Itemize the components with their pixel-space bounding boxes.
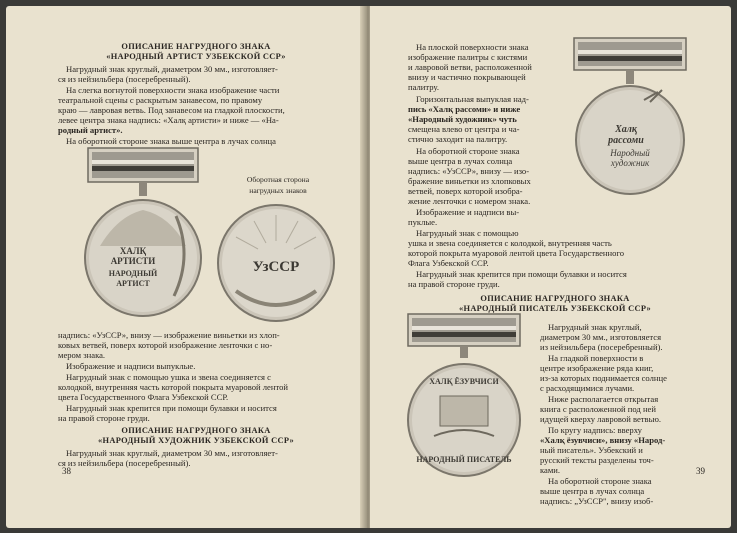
right-para2-line2: пись «Халқ рассоми» и ниже [408, 104, 521, 114]
right-para7-line1: Нагрудный знак круглый, [548, 322, 642, 332]
right-para8-line4: с расходящимися лучами. [540, 383, 635, 393]
right-para9-line3: идущей кверху лавровой ветвью. [540, 414, 662, 424]
left-para6-line1: Нагрудный знак с помощью ушка и звена соединяется с [66, 372, 271, 382]
heading-writer-2: «НАРОДНЫЙ ПИСАТЕЛЬ УЗБЕКСКОЙ ССР» [459, 304, 651, 313]
medal-painter-text-1: Халқ [615, 124, 637, 135]
right-para10-line2: «Халқ ёзувчиси», внизу «Народ- [540, 435, 666, 445]
right-para2-line4: смещена влево от центра и ча- [408, 124, 520, 134]
right-para4-line2: пуклые. [408, 217, 438, 227]
right-para7-line2: диаметром 30 мм., изготовляется [540, 332, 662, 342]
right-para3-line3: надпись: «УзССР», внизу — изо- [408, 166, 530, 176]
left-para2-line5: родный артист». [58, 125, 123, 135]
medal-writer-text-top: ХАЛҚ ЁЗУВЧИСИ [429, 377, 499, 386]
right-para1-line3: и лавровой ветви, расположенной [408, 62, 532, 72]
heading-painter-1: ОПИСАНИЕ НАГРУДНОГО ЗНАКА [121, 426, 271, 435]
right-para5-line1: Нагрудный знак с помощью [416, 228, 519, 238]
right-para2-line3: «Народный художник» чуть [408, 114, 517, 124]
right-para2-line1: Горизонтальная выпуклая над- [416, 94, 529, 104]
right-para10-line3: ный писатель». Узбекский и [540, 445, 643, 455]
medal-reverse-uzssr-icon [214, 201, 338, 325]
right-para1-line1: На плоской поверхности знака [416, 42, 529, 52]
right-para1-line5: палитру. [408, 82, 440, 92]
right-para1-line4: внизу и частично покрывающей [408, 72, 526, 82]
medal-people-writer-icon [400, 312, 528, 480]
right-para11-line1: На оборотной стороне знака [548, 476, 652, 486]
left-page [6, 6, 366, 528]
medal-front-text-1: ХАЛҚ [119, 246, 147, 256]
right-para5-line2: ушка и звена соединяется с колодкой, внутренняя часть [408, 238, 612, 248]
heading-painter-2: «НАРОДНЫЙ ХУДОЖНИК УЗБЕКСКОЙ ССР» [98, 436, 294, 445]
left-para2-line3: краю — лавровая ветвь. Под занавесом на гладкой плоскости, [58, 105, 285, 115]
left-para2-line2: театральной сцены с раскрытым занавесом, по правому [58, 95, 263, 105]
left-para6-line3: цвета Государственного Флага Узбекской ССР. [58, 392, 229, 402]
left-para1-line2: ся из нейзильбера (посеребренный). [58, 74, 191, 84]
page-number-right: 39 [696, 466, 705, 476]
right-para1-line2: изображение палитры с кистями [408, 52, 528, 62]
right-para2-line5: стично заходит на палитру. [408, 134, 508, 144]
left-para4-line1: надпись: «УзССР», внизу — изображение виньетки из хлоп- [58, 330, 280, 340]
medal-writer-text-bottom: НАРОДНЫЙ ПИСАТЕЛЬ [416, 455, 512, 464]
left-para7-line2: на правой стороне груди. [58, 413, 150, 423]
medal-back-text: УзССР [252, 259, 300, 275]
left-para6-line2: колодкой, внутренняя часть которой покрыта муаровой лентой [58, 382, 288, 392]
right-para8-line2: центре изображение ряда книг, [540, 363, 654, 373]
medal-people-artist-icon [78, 146, 208, 326]
right-para3-line6: жение ленточки с номером знака. [408, 196, 531, 206]
right-para7-line3: из нейзильбера (посеребренный). [540, 342, 663, 352]
right-para8-line1: На гладкой поверхности в [548, 353, 644, 363]
left-para3: На оборотной стороне знака выше центра в лучах солнца [66, 136, 276, 146]
medal-people-painter-icon [566, 36, 694, 198]
page-number-left: 38 [62, 466, 71, 476]
left-para7-line1: Нагрудный знак крепится при помощи булавки и носится [66, 403, 277, 413]
heading-writer-1: ОПИСАНИЕ НАГРУДНОГО ЗНАКА [480, 294, 630, 303]
right-page [370, 6, 731, 528]
right-para3-line5: ветвей, поверх которой изобра- [408, 186, 523, 196]
left-para8-line1: Нагрудный знак круглый, диаметром 30 мм., изготовляет- [66, 448, 278, 458]
right-para10-line5: ками. [540, 465, 561, 475]
right-para5-line3: которой покрыта муаровой лентой цвета Государственного [408, 248, 625, 258]
caption-line1: Оборотная сторона [246, 175, 310, 184]
medal-painter-text-2: рассоми [608, 135, 644, 146]
right-para3-line1: На оборотной стороне знака [416, 146, 520, 156]
left-para4-line3: мером знака. [58, 350, 106, 360]
right-para8-line3: из-за которых поднимается солнце [540, 373, 667, 383]
right-para10-line1: По кругу надпись: вверху [548, 425, 642, 435]
medal-front-text-2: АРТИСТИ [110, 256, 156, 266]
right-para5-line4: Флага Узбекской ССР. [408, 258, 489, 268]
right-para6-line1: Нагрудный знак крепится при помощи булавки и носится [416, 269, 627, 279]
medal-painter-text-3: Народный [610, 148, 650, 158]
medal-front-text-3: НАРОДНЫЙ [108, 269, 158, 278]
heading-artist-1: ОПИСАНИЕ НАГРУДНОГО ЗНАКА [121, 42, 271, 51]
left-para8-line2: ся из нейзильбера (посеребренный). [58, 458, 191, 468]
heading-artist-2: «НАРОДНЫЙ АРТИСТ УЗБЕКСКОЙ ССР» [106, 52, 286, 61]
right-para6-line2: на правой стороне груди. [408, 279, 500, 289]
left-para4-line2: ковых ветвей, поверх которой изображение ленточки с но- [58, 340, 273, 350]
right-para9-line2: книга с расположенной под ней [540, 404, 656, 414]
right-para3-line2: выше центра в лучах солнца [408, 156, 513, 166]
medal-painter-text-4: художник [610, 158, 650, 168]
right-para3-line4: бражение виньетки из хлопковых [408, 176, 531, 186]
right-para4-line1: Изображение и надписи вы- [416, 207, 520, 217]
medal-front-text-4: АРТИСТ [116, 279, 150, 288]
right-para10-line4: русский тексты разделены точ- [540, 455, 654, 465]
left-para2-line4: левее центра знака надпись: «Халқ артисти» и ниже — «На- [58, 115, 279, 125]
right-para9-line1: Ниже располагается открытая [548, 394, 659, 404]
right-para11-line2: выше центра в лучах солнца [540, 486, 645, 496]
right-para11-line3: надпись: „УзССР", внизу изоб- [540, 496, 654, 506]
caption-line2: нагрудных знаков [249, 186, 307, 195]
left-para2-line1: На слегка вогнутой поверхности знака изображение части [66, 85, 280, 95]
left-para1-line1: Нагрудный знак круглый, диаметром 30 мм., изготовляет- [66, 64, 278, 74]
left-para5: Изображение и надписи выпуклые. [66, 361, 196, 371]
